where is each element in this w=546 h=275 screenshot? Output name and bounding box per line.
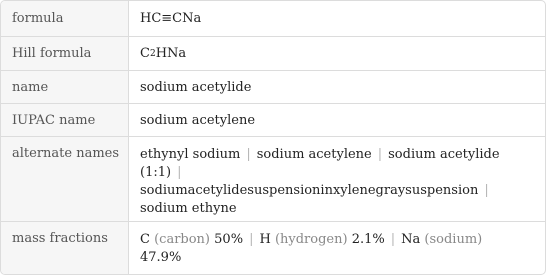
mass-fraction-symbol: H bbox=[259, 232, 271, 247]
formula-label: formula bbox=[1, 1, 129, 36]
alternate-name-item: ethynyl sodium bbox=[140, 147, 241, 162]
iupac-name-value: sodium acetylene bbox=[140, 112, 256, 128]
separator: | bbox=[249, 232, 254, 247]
separator: | bbox=[377, 147, 383, 162]
separator: | bbox=[484, 183, 489, 198]
alternate-name-item: sodium acetylene bbox=[256, 147, 372, 162]
alternate-name-item: sodiumacetylidesuspensioninxylenegraysuspension bbox=[140, 183, 479, 198]
mass-fractions-value bbox=[140, 222, 537, 274]
mass-fractions-label: mass fractions bbox=[1, 222, 129, 274]
iupac-name-label: IUPAC name bbox=[1, 104, 129, 136]
row-formula bbox=[1, 1, 545, 36]
mass-fraction-percent: 50% bbox=[214, 232, 244, 247]
hill-formula-element-c: C bbox=[140, 46, 150, 61]
name-label: name bbox=[1, 71, 129, 103]
mass-fraction-element: (hydrogen) bbox=[274, 232, 348, 247]
row-hill-formula bbox=[1, 36, 545, 70]
formula-value: HC≡CNa bbox=[140, 11, 202, 26]
row-alternate-names bbox=[1, 136, 545, 221]
mass-fraction-percent: 2.1% bbox=[351, 232, 385, 247]
hill-formula-rest: HNa bbox=[155, 46, 187, 61]
alternate-name-item: sodium acetylide (1:1) bbox=[140, 147, 500, 180]
alternate-name-item: sodium ethyne bbox=[140, 201, 237, 216]
row-name bbox=[1, 70, 545, 103]
separator: | bbox=[177, 165, 182, 180]
hill-formula-value: C 2 HNa bbox=[140, 46, 187, 61]
row-mass-fractions bbox=[1, 221, 545, 274]
mass-fraction-element: (carbon) bbox=[154, 232, 211, 247]
row-iupac-name bbox=[1, 103, 545, 136]
alternate-names-value bbox=[140, 137, 537, 221]
separator: | bbox=[390, 232, 396, 247]
mass-fraction-element: (sodium) bbox=[424, 232, 483, 247]
mass-fraction-symbol: C bbox=[140, 232, 150, 247]
name-value: sodium acetylide bbox=[140, 79, 252, 95]
separator: | bbox=[246, 147, 251, 162]
alternate-names-label: alternate names bbox=[1, 137, 129, 221]
mass-fraction-percent: 47.9% bbox=[140, 250, 182, 265]
mass-fraction-symbol: Na bbox=[401, 232, 421, 247]
hill-formula-label: Hill formula bbox=[1, 37, 129, 70]
